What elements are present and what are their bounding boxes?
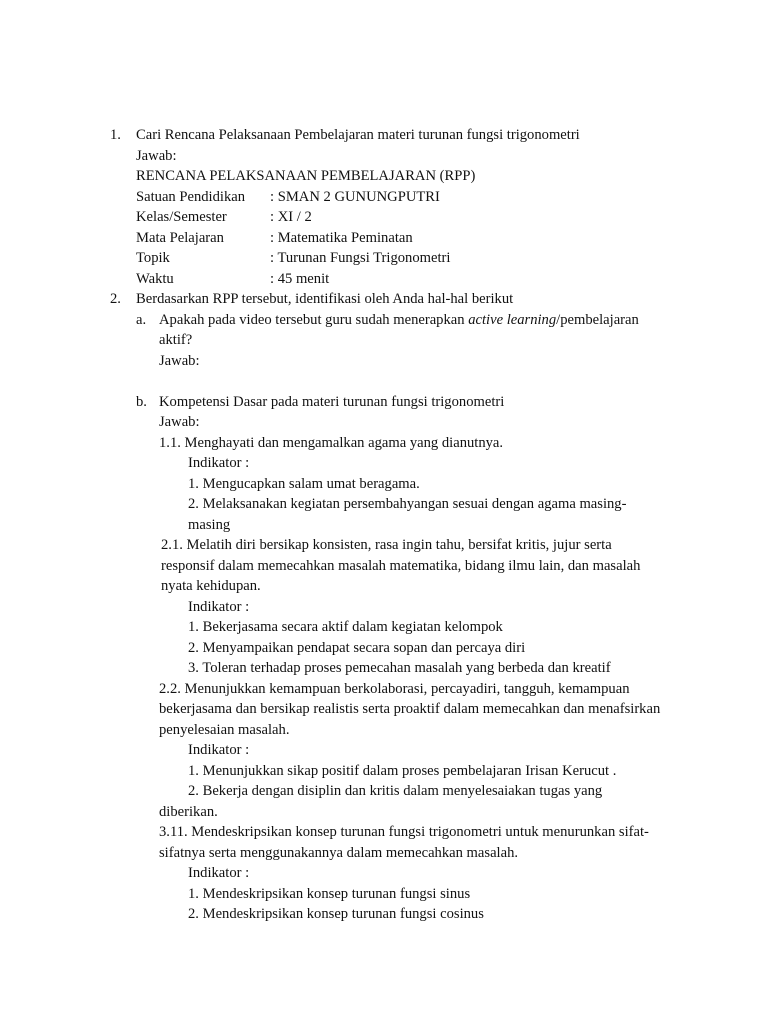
kd-2-2-text: 2.2. Menunjukkan kemampuan berkolaborasi, percayadiri, tangguh, kemampuan	[159, 681, 630, 697]
sub-question-a-text-pre: Apakah pada video tersebut guru sudah menerapkan	[159, 312, 469, 328]
question-2-text: Berdasarkan RPP tersebut, identifikasi oleh Anda hal-hal berikut	[136, 291, 514, 307]
indikator-label: Indikator :	[188, 455, 250, 471]
rpp-title: RENCANA PELAKSANAAN PEMBELAJARAN (RPP)	[136, 168, 476, 184]
indikator-item: 1. Mengucapkan salam umat beragama.	[188, 476, 420, 492]
kd-2-1-text: 2.1. Melatih diri bersikap konsisten, rasa ingin tahu, bersifat kritis, jujur serta	[161, 537, 612, 553]
kd-3-11-text: sifatnya serta menggunakannya dalam memecahkan masalah.	[159, 845, 519, 861]
kd-3-11-text: 3.11. Mendeskripsikan konsep turunan fungsi trigonometri untuk menurunkan sifat-	[159, 824, 649, 840]
indikator-item: 2. Bekerja dengan disiplin dan kritis dalam menyelesaiakan tugas yang	[188, 783, 603, 799]
answer-label: Jawab:	[136, 148, 177, 164]
indikator-item: 2. Menyampaikan pendapat secara sopan dan percaya diri	[188, 640, 526, 656]
indikator-item: 1. Mendeskripsikan konsep turunan fungsi sinus	[188, 886, 471, 902]
kd-2-2-text: bekerjasama dan bersikap realistis serta proaktif dalam memecahkan dan menafsirkan	[159, 701, 661, 717]
info-label: Topik	[136, 250, 170, 266]
sub-question-b-text: Kompetensi Dasar pada materi turunan fungsi trigonometri	[159, 394, 505, 410]
indikator-item: 2. Melaksanakan kegiatan persembahyangan sesuai dengan agama masing-	[188, 496, 627, 512]
indikator-label: Indikator :	[188, 742, 250, 758]
sub-question-b-marker: b.	[136, 394, 147, 410]
question-1-number: 1.	[110, 127, 121, 143]
indikator-label: Indikator :	[188, 865, 250, 881]
indikator-item: 1. Bekerjasama secara aktif dalam kegiatan kelompok	[188, 619, 503, 635]
info-value: : SMAN 2 GUNUNGPUTRI	[270, 189, 440, 205]
info-value: : 45 menit	[270, 271, 330, 287]
sub-question-a-continuation: aktif?	[159, 332, 193, 348]
active-learning-term: active learning	[468, 312, 557, 328]
indikator-item: 1. Menunjukkan sikap positif dalam proses pembelajaran Irisan Kerucut .	[188, 763, 617, 779]
info-label: Satuan Pendidikan	[136, 189, 246, 205]
info-value: : Matematika Peminatan	[270, 230, 413, 246]
answer-label: Jawab:	[159, 414, 200, 430]
info-label: Mata Pelajaran	[136, 230, 224, 246]
indikator-item-continuation: masing	[188, 517, 231, 533]
indikator-item-continuation: diberikan.	[159, 804, 218, 820]
question-1-text: Cari Rencana Pelaksanaan Pembelajaran materi turunan fungsi trigonometri	[136, 127, 580, 143]
info-label: Waktu	[136, 271, 174, 287]
kd-1-1-heading: 1.1. Menghayati dan mengamalkan agama yang dianutnya.	[159, 435, 504, 451]
kd-2-1-text: nyata kehidupan.	[161, 578, 261, 594]
sub-question-a-marker: a.	[136, 312, 147, 328]
answer-label: Jawab:	[159, 353, 200, 369]
sub-question-a-text-post: /pembelajaran	[556, 312, 639, 328]
kd-2-2-text: penyelesaian masalah.	[159, 722, 290, 738]
indikator-label: Indikator :	[188, 599, 250, 615]
indikator-item: 3. Toleran terhadap proses pemecahan masalah yang berbeda dan kreatif	[188, 660, 611, 676]
question-2-number: 2.	[110, 291, 121, 307]
sub-question-a-text	[159, 311, 639, 329]
info-value: : Turunan Fungsi Trigonometri	[270, 250, 451, 266]
indikator-item: 2. Mendeskripsikan konsep turunan fungsi cosinus	[188, 906, 484, 922]
info-label: Kelas/Semester	[136, 209, 227, 225]
info-value: : XI / 2	[270, 209, 312, 225]
kd-2-1-text: responsif dalam memecahkan masalah matematika, bidang ilmu lain, dan masalah	[161, 558, 641, 574]
